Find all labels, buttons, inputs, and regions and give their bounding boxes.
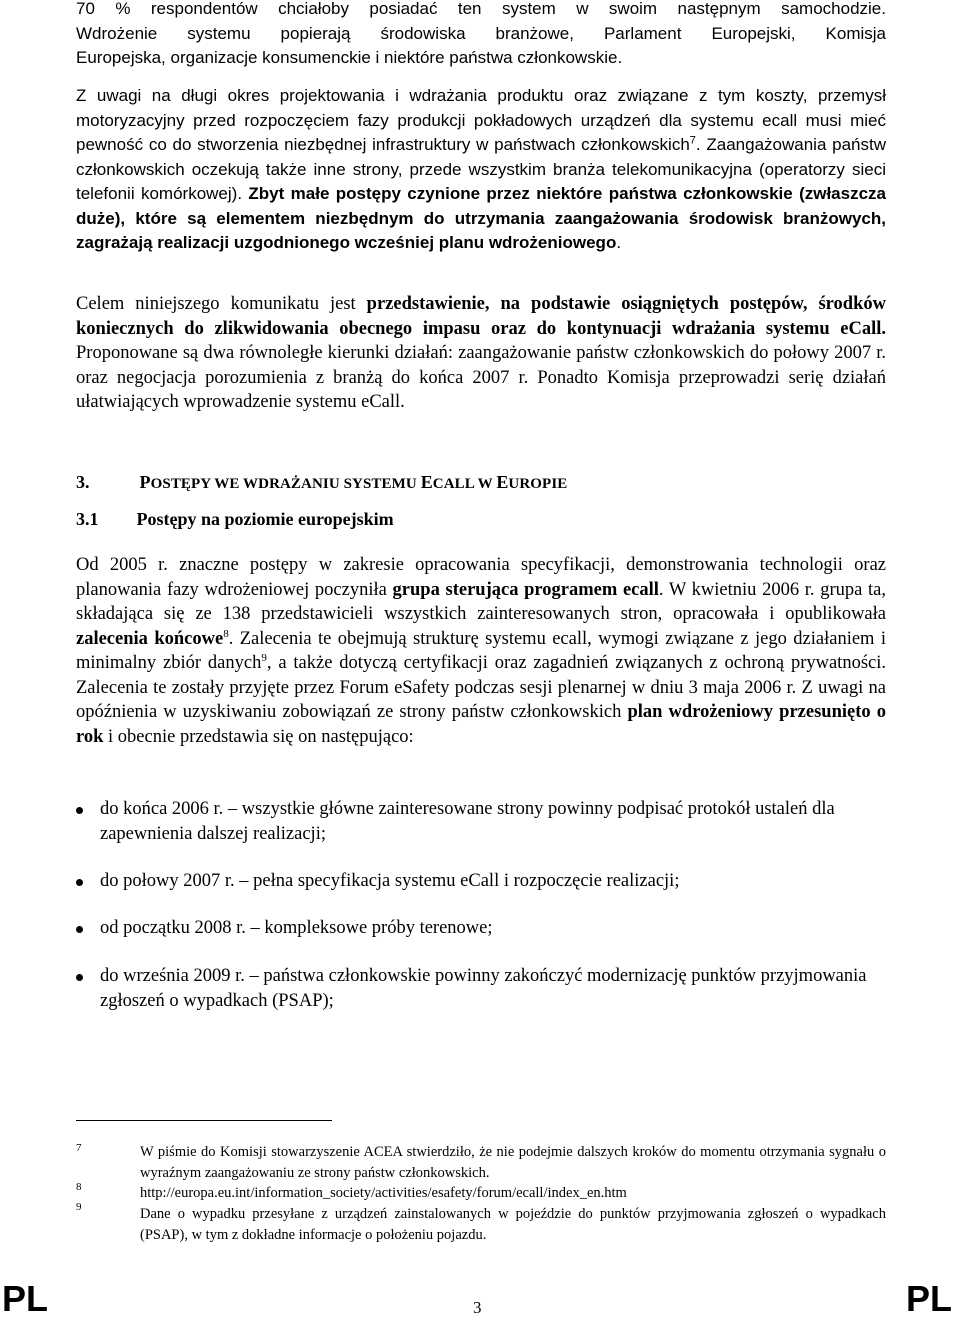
- bullet-icon: [76, 807, 83, 814]
- section-3-title-d: UROPIE: [508, 476, 568, 492]
- section-3-1-title: Postępy na poziomie europejskim: [136, 509, 394, 529]
- progress-bold-b: zalecenia końcowe: [76, 628, 224, 649]
- intro-line-3: Europejska, organizacje konsumenckie i niektóre państwa członkowskie.: [76, 48, 623, 67]
- aim-bold: przedstawienie, na podstawie osiągniętych postępów, środków koniecznych do zlikwidowania obecnego impasu oraz do kontynuacji wdrażania systemu eCall.: [76, 294, 886, 339]
- progress-text-e: i obecnie przedstawia się on następująco:: [103, 726, 414, 747]
- aim-text-b: Proponowane są dwa równoległe kierunki działań: zaangażowanie państw członkowskich do połowy 2007 r. oraz negocjacja porozumienia z branżą do końca 2007 r. Ponadto Komisja przeprowadzi serię działań ułatwiających wprowadzenie systemu eCall.: [76, 343, 886, 412]
- page-number: 3: [473, 1298, 482, 1317]
- footnote-separator: [76, 1120, 332, 1121]
- section-3-1-number: 3.1: [76, 509, 99, 529]
- section-3-number: 3.: [76, 472, 90, 492]
- intro-paragraph: [76, 0, 886, 71]
- footer-language-right: PL: [906, 1278, 953, 1319]
- list-item: do końca 2006 r. – wszystkie główne zainteresowane strony powinny podpisać protokół ustaleń dla zapewnienia dalszej realizacji;: [76, 797, 886, 846]
- list-item: do połowy 2007 r. – pełna specyfikacja systemu eCall i rozpoczęcie realizacji;: [76, 869, 886, 894]
- progress-text-d: , a także dotyczą certyfikacji oraz zagadnień związanych z ochroną prywatności. Zalecenia te zostały przyjęte przez Forum eSafety podczas sesji plenarnej w dniu 3 maja 2006 r. Z uwagi na opóźnienia w uzyskiwaniu zobowiązań ze strony państw członkowskich: [76, 653, 886, 722]
- footnote-ref-7[interactable]: 7: [689, 134, 696, 147]
- design-paragraph: [76, 84, 886, 256]
- bullet-icon: [76, 879, 83, 886]
- progress-text-b: . W kwietniu 2006 r. grupa ta, składająca się ze 138 przedstawicieli wszystkich zainteresowanych stron, opracowała i opublikowała: [76, 579, 886, 624]
- footnote-ref-8[interactable]: 8: [223, 627, 229, 640]
- section-3-title-p: P: [139, 472, 151, 492]
- section-3-title-e: E: [420, 472, 433, 492]
- bullet-icon: [76, 926, 83, 933]
- intro-line-1: 70 % respondentów chciałoby posiadać ten system w swoim następnym samochodzie.: [76, 0, 886, 18]
- design-text-a: Z uwagi na długi okres projektowania i wdrażania produktu oraz związane z tym koszty, przemysł motoryzacyjny przed rozpoczęciem fazy produkcji pokładowych urządzeń dla systemu ecall musi mieć pewność co do stworzenia niezbędnej infrastruktury w państwach członkowskich: [76, 86, 886, 154]
- footnote-7-number: 7: [76, 1142, 82, 1154]
- footnote-7-text: W piśmie do Komisji stowarzyszenie ACEA stwierdziło, że nie podejmie dalszych kroków do momentu otrzymania sygnału o wyraźnym zaangażowaniu ze strony państw członkowskich.: [140, 1144, 886, 1181]
- intro-line-2: Wdrożenie systemu popierają środowiska branżowe, Parlament Europejski, Komisja: [76, 23, 886, 43]
- footnote-8-number: 8: [76, 1181, 82, 1193]
- progress-bold-a: grupa sterująca programem ecall: [392, 579, 659, 600]
- progress-paragraph: [76, 553, 886, 749]
- section-3-title-b: CALL W: [432, 476, 497, 492]
- footer-language-left: PL: [2, 1278, 49, 1319]
- design-end: .: [616, 233, 622, 252]
- aim-paragraph: [76, 292, 886, 415]
- list-item: do września 2009 r. – państwa członkowskie powinny zakończyć modernizację punktów przyjmowania zgłoszeń o wypadkach (PSAP);: [76, 964, 886, 1013]
- section-3-title-a: OSTĘPY WE WDRAŻANIU SYSTEMU: [150, 476, 421, 492]
- footnote-ref-9[interactable]: 9: [261, 651, 267, 664]
- list-item: od początku 2008 r. – kompleksowe próby terenowe;: [76, 916, 886, 941]
- footnote-9-text: Dane o wypadku przesyłane z urządzeń zainstalowanych w pojeździe do punktów przyjmowania zgłoszeń o wypadkach (PSAP), w tym z dokładne informacje o położeniu pojazdu.: [140, 1206, 886, 1243]
- section-3-title-c: E: [496, 472, 509, 492]
- design-bold: Zbyt małe postępy czynione przez niektóre państwa członkowskie (zwłaszcza duże), które są elementem niezbędnym do utrzymania zaangażowania środowisk branżowych, zagrażają realizacji uzgodnionego wcześniej planu wdrożeniowego: [76, 184, 886, 252]
- footnote-9-number: 9: [76, 1201, 82, 1213]
- aim-text-a: Celem niniejszego komunikatu jest: [76, 294, 367, 314]
- design-text-b: . Zaangażowania państw członkowskich oczekują także inne strony, przede wszystkim branża telekomunikacyjna (operatorzy sieci telefonii komórkowej).: [76, 135, 887, 203]
- section-3-1-heading: [76, 509, 394, 530]
- section-3-heading: [76, 472, 567, 493]
- progress-bold-d: plan wdrożeniowy przesunięto o rok: [76, 702, 886, 747]
- bullet-icon: [76, 974, 83, 981]
- footnote-8-link[interactable]: http://europa.eu.int/information_society/activities/esafety/forum/ecall/index_en.htm: [140, 1185, 627, 1201]
- progress-text-a: Od 2005 r. znaczne postępy w zakresie opracowania specyfikacji, demonstrowania technologii oraz planowania fazy wdrożeniowej poczyniła: [76, 555, 886, 600]
- progress-text-c: . Zalecenia te obejmują strukturę systemu ecall, wymogi związane z jego działaniem i minimalny zbiór danych: [76, 628, 886, 673]
